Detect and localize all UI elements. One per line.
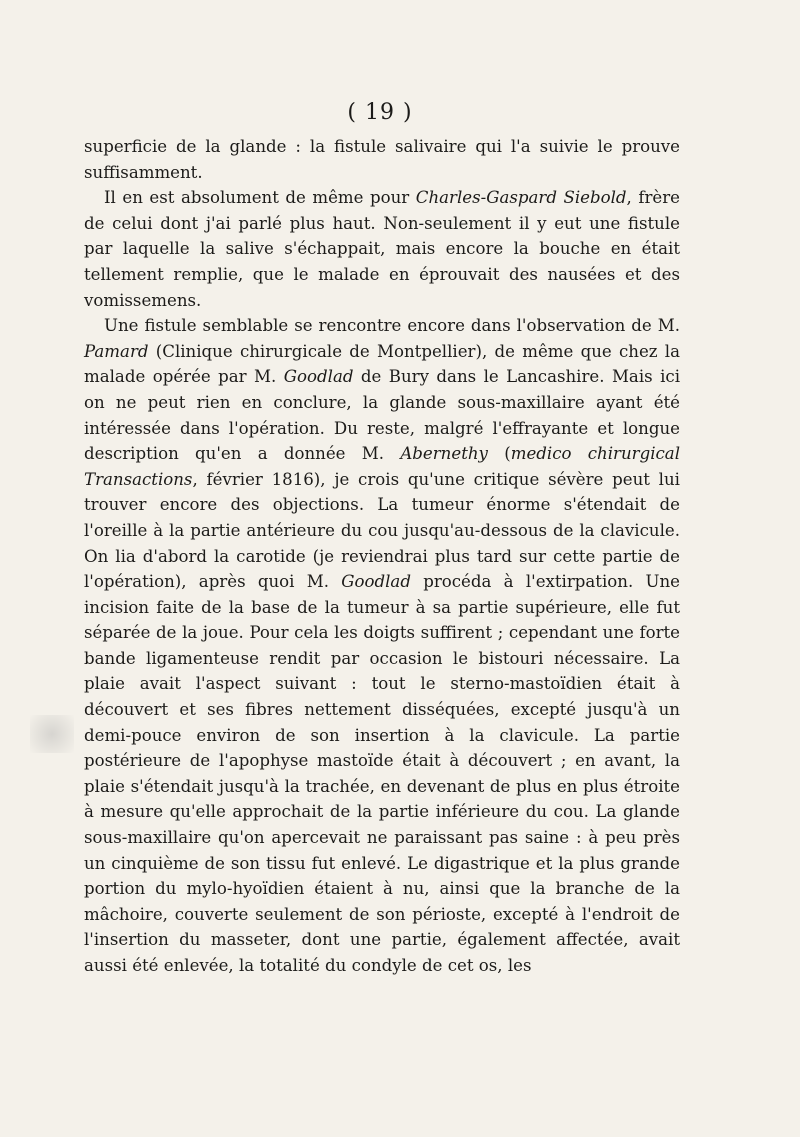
text-segment: superficie de la glande : la fistule salivaire qui l'a suivie le prouve suffisamment. [84,137,680,182]
text-segment: , frère de celui dont j'ai parlé plus haut. Non-seulement il y eut une fistule par laquelle la salive s'échappait, mais encore la bouche en était tellement remplie, que le malade en éprouvait des nausées et des vomissemens. [84,188,680,310]
page-stain [30,715,74,753]
italic-text: Goodlad [283,367,354,387]
paragraph [84,134,680,185]
body-text [84,134,680,979]
paragraph [84,185,680,313]
text-segment: (Clinique chirurgicale de Montpellier), de même que chez la malade opérée par M. [84,341,680,387]
text-segment: Il en est absolument de même pour [104,188,416,208]
text-segment: procéda à l'extirpation. Une incision faite de la base de la tumeur à sa partie supérieure, elle fut séparée de la joue. Pour cela les doigts suffirent ; cependant une forte bande ligamenteuse rendit par occasion le bistouri nécessaire. La plaie avait l'aspect suivant : tout le sterno-mastoïdien était à découvert et ses fibres nettement disséquées, excepté jusqu'à un demi-pouce environ de son insertion à la clavicule. La partie postérieure de l'apophyse mastoïde était à découvert ; en avant, la plaie s'étendait jusqu'à la trachée, en devenant de plus en plus étroite à mesure qu'elle approchait de la partie inférieure du cou. La glande sous-maxillaire qu'on apercevait ne paraissant pas saine : à peu près un cinquième de son tissu fut enlevé. Le digastrique et la plus grande portion du mylo-hyoïdien étaient à nu, ainsi que la branche de la mâchoire, couverte seulement de son périoste, excepté à l'endroit de l'insertion du masseter, dont une partie, également affectée, avait aussi été enlevée, la totalité du condyle de cet os, les [84,572,680,975]
text-segment: Une fistule semblable se rencontre encore dans l'observation de M. [104,316,680,336]
paragraph [84,313,680,978]
italic-text: Charles-Gaspard Siebold [415,188,627,208]
page-number: ( 19 ) [347,100,413,125]
italic-text: medico chirurgical Transactions [84,444,681,489]
italic-text: Goodlad [341,572,411,592]
text-segment: de Bury dans le Lancashire. Mais ici on ne peut rien en conclure, la glande sous-maxillaire ayant été intéressée dans l'opération. Du reste, malgré l'effrayante et longue description qu'en a donnée M. [84,367,680,464]
italic-text: Pamard [84,341,149,361]
italic-text: Abernethy [400,444,488,464]
text-segment: ( [487,444,511,464]
text-segment: , février 1816), je crois qu'une critique sévère peut lui trouver encore des objections. La tumeur énorme s'étendait de l'oreille à la partie antérieure du cou jusqu'au-dessous de la clavicule. On lia d'abord la carotide (je reviendrai plus tard sur cette partie de l'opération), après quoi M. [84,469,680,592]
